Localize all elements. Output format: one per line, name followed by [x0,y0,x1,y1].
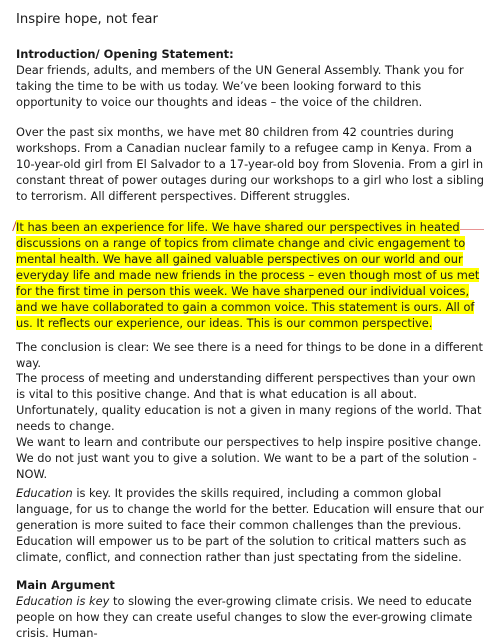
intro-paragraph-7-block [16,485,486,565]
intro-paragraph-5: The process of meeting and understanding different perspectives than your own is vital to this positive change. And that is what education is all about. Unfortunately, quality education is not a given in many regions of the world. That needs to change. [16,371,482,433]
intro-paragraph-4-block [16,339,486,371]
document-title: Inspire hope, not fear [16,12,158,27]
intro-paragraph-1: Dear friends, adults, and members of the UN General Assembly. Thank you for taking the time to be with us today. We’ve been looking forward to this opportunity to voice our thoughts and ideas – the voice of the children. [16,63,464,109]
intro-paragraph-6: We want to learn and contribute our perspectives to help inspire positive change. We do not just want you to give a solution. We want to be a part of the solution - NOW. [16,435,482,481]
emphasis-education-is-key: Education is key [16,594,110,608]
intro-paragraph-2-block [16,124,486,204]
intro-paragraph-3 [16,219,486,331]
intro-paragraph-7 [16,485,486,565]
intro-paragraph-4: The conclusion is clear: We see there is a need for things to be done in a different way. [16,340,483,370]
main-section [16,577,486,641]
intro-paragraph-5-block [16,370,486,434]
emphasis-education: Education [16,486,73,500]
intro-section [16,46,486,110]
intro-paragraph-2: Over the past six months, we have met 80 children from 42 countries during workshops. From a Canadian nuclear family to a refugee camp in Kenya. From a 10-year-old girl from El Salvador to a 17-year-old boy from Slovenia. From a girl in constant threat of power outages during our workshops to a girl who lost a sibling to terrorism. All different perspectives. Different struggles. [16,125,485,203]
intro-paragraph-7-text: is key. It provides the skills required, including a common global language, for us to change the world for the better. Education will ensure that our generation is more suited to face their common challenges than the previous. Education will empower us to be part of the solution to critical matters such as climate, conflict, and connection rather than just spectating from the sideline. [16,486,484,564]
main-paragraph-1 [16,593,486,641]
highlighted-text[interactable]: It has been an experience for life. We have shared our perspectives in heated discussions on a range of topics from climate change and civic engagement to mental health. We have all gained valuable perspectives on our world and our everyday life and made new friends in the process – even though most of us met for the first time in person this week. We have sharpened our individual voices, and we have collaborated to gain a common voice. This statement is ours. All of us. It reflects our experience, our ideas. This is our common perspective. [16,220,480,330]
main-heading: Main Argument [16,578,115,592]
main-paragraph-1-text: to slowing the ever-growing climate crisis. We need to educate people on how they can create useful changes to slow the ever-growing climate crisis. Human- [16,594,473,640]
intro-paragraph-6-block [16,434,486,482]
intro-paragraph-3-block [16,219,486,331]
intro-heading: Introduction/ Opening Statement: [16,47,234,61]
